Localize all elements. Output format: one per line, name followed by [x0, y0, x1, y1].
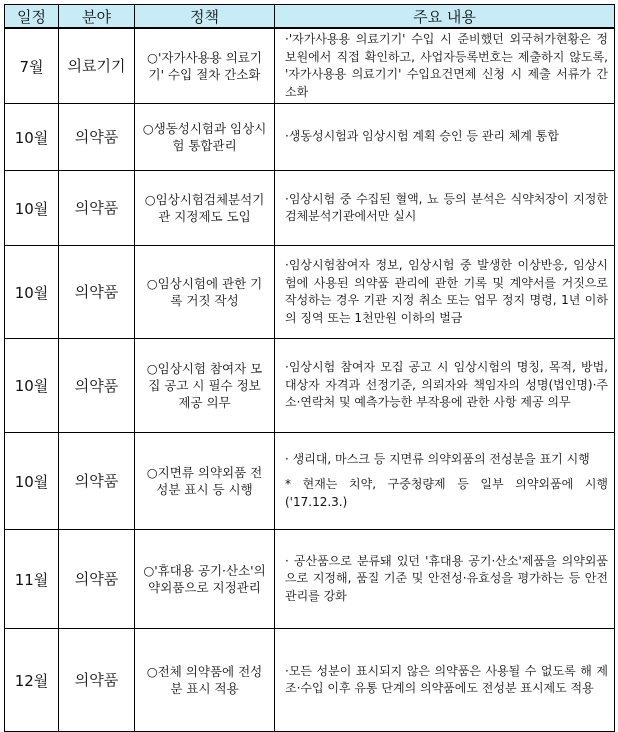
table-row — [5, 246, 615, 339]
policy-cell — [135, 629, 275, 732]
field-cell: 의약품 — [59, 246, 135, 339]
field-cell: 의약품 — [59, 629, 135, 732]
month-cell: 11월 — [5, 530, 59, 629]
content-text: ·임상시험참여자 정보, 임상시험 중 발생한 이상반응, 임상시험에 사용된 의약품 관리에 관한 기록 및 계약서를 거짓으로 작성하는 경우 기관 지정 취소 또는 업무 정지 명령, 1년 이하의 징역 또는 1천만원 이하의 벌금 — [285, 258, 608, 325]
month-cell: 10월 — [5, 104, 59, 171]
field-cell: 의약품 — [59, 433, 135, 530]
field-cell: 의약품 — [59, 104, 135, 171]
content-text: · 공산품으로 분류돼 있던 '휴대용 공기·산소'제품을 의약외품으로 지정해, 품질 기준 및 안전성·유효성을 평가하는 등 안전관리를 강화 — [285, 553, 608, 603]
table-row — [5, 104, 615, 171]
header-main-content: 주요 내용 — [275, 5, 615, 29]
table-row — [5, 171, 615, 246]
table-row — [5, 339, 615, 433]
content-text: ·모든 성분이 표시되지 않은 의약품은 사용될 수 없도록 해 제조·수입 이후 유통 단계의 의약품에도 전성분 표시제도 적용 — [285, 663, 608, 695]
month-cell: 10월 — [5, 171, 59, 246]
content-cell — [275, 433, 615, 530]
table-row — [5, 530, 615, 629]
policy-text: ○전체 의약품에 전성분 표시 적용 — [146, 664, 263, 696]
policy-cell — [135, 530, 275, 629]
content-text: ·임상시험 중 수집된 혈액, 뇨 등의 분석은 식약처장이 지정한 검체분석기관에서만 실시 — [285, 191, 608, 223]
header-schedule: 일정 — [5, 5, 59, 29]
content-cell — [275, 530, 615, 629]
policy-text: ○'자가사용용 의료기기' 수입 절차 간소화 — [147, 50, 262, 82]
table-row — [5, 28, 615, 104]
content-text: ·'자가사용용 의료기기' 수입 시 준비했던 외국허가현황은 정보원에서 직접 확인하고, 사업자등록번호는 제출하지 않도록, '자가사용용 의료기기' 수입요건면제 신청 시 제출 서류가 간소화 — [285, 32, 608, 99]
policy-text: ○지면류 의약외품 전성분 표시 등 시행 — [146, 465, 263, 497]
table-header-row — [5, 5, 615, 29]
policy-text: ○임상시험검체분석기관 지정제도 도입 — [144, 192, 265, 224]
policy-text: ○'휴대용 공기·산소'의약외품으로 지정관리 — [143, 563, 266, 595]
policy-text: ○생동성시험과 임상시험 통합관리 — [142, 121, 267, 153]
policy-cell — [135, 246, 275, 339]
content-cell — [275, 171, 615, 246]
content-text: · 생리대, 마스크 등 지면류 의약외품의 전성분을 표기 시행 — [285, 451, 590, 466]
field-cell: 의약품 — [59, 171, 135, 246]
table-row — [5, 433, 615, 530]
policy-text: ○임상시험에 관한 기록 거짓 작성 — [146, 276, 263, 308]
content-cell — [275, 339, 615, 433]
header-policy: 정책 — [135, 5, 275, 29]
content-text: ·임상시험 참여자 모집 공고 시 임상시험의 명칭, 목적, 방법, 대상자 자격과 선정기준, 의뢰자와 책임자의 성명(법인명)·주소·연락처 및 예측가능한 부작용에 관한 사항 제공 의무 — [285, 360, 608, 410]
content-cell — [275, 104, 615, 171]
month-cell: 12월 — [5, 629, 59, 732]
policy-table — [4, 4, 615, 732]
month-cell: 10월 — [5, 246, 59, 339]
policy-cell — [135, 171, 275, 246]
table-row — [5, 629, 615, 732]
policy-text: ○임상시험 참여자 모집 공고 시 필수 정보 제공 의무 — [146, 361, 263, 410]
content-note: * 현재는 치약, 구중청량제 등 일부 의약외품에 시행('17.12.3.) — [285, 477, 608, 509]
field-cell: 의약품 — [59, 530, 135, 629]
field-cell: 의료기기 — [59, 28, 135, 104]
policy-cell — [135, 104, 275, 171]
policy-cell — [135, 339, 275, 433]
month-cell: 10월 — [5, 433, 59, 530]
field-cell: 의약품 — [59, 339, 135, 433]
month-cell: 7월 — [5, 28, 59, 104]
month-cell: 10월 — [5, 339, 59, 433]
policy-cell — [135, 433, 275, 530]
content-cell — [275, 246, 615, 339]
content-cell — [275, 629, 615, 732]
policy-cell — [135, 28, 275, 104]
header-field: 분야 — [59, 5, 135, 29]
content-text: ·생동성시험과 임상시험 계획 승인 등 관리 체계 통합 — [285, 129, 559, 144]
content-cell — [275, 28, 615, 104]
